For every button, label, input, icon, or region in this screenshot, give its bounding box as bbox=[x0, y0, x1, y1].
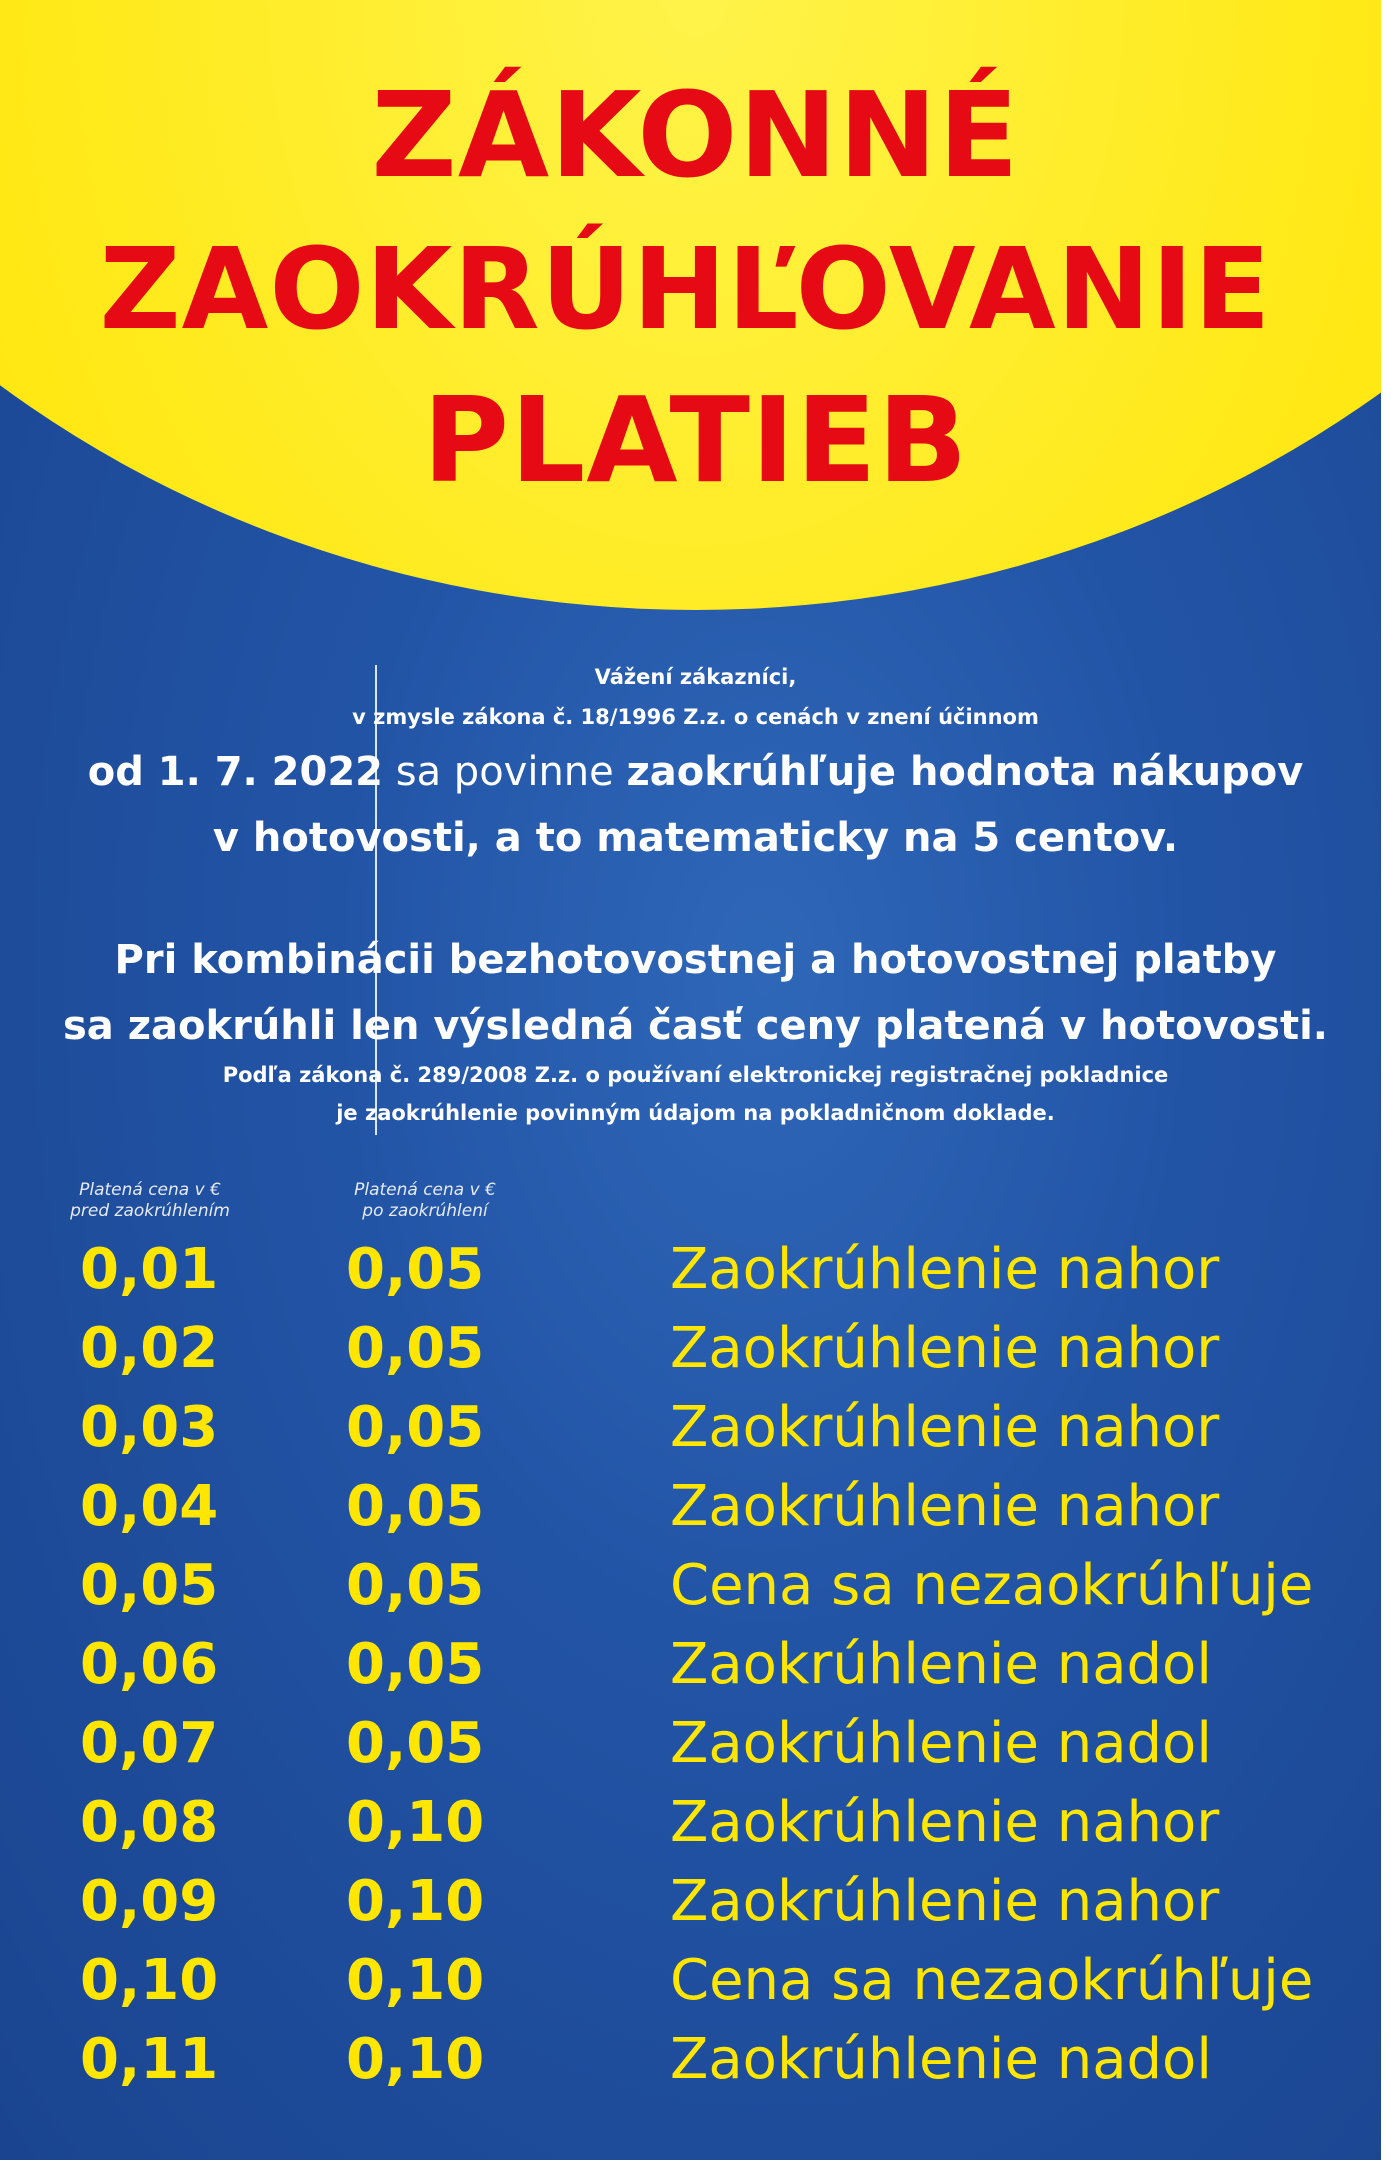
price-after: 0,05 bbox=[346, 1316, 485, 1381]
column-header-before-line-2: pred zaokrúhlením bbox=[70, 1201, 230, 1221]
price-before: 0,11 bbox=[80, 2027, 219, 2092]
effective-date: od 1. 7. 2022 bbox=[87, 749, 384, 795]
column-header-before bbox=[55, 1180, 245, 1222]
table-row bbox=[0, 2020, 1391, 2099]
table-row bbox=[0, 1388, 1391, 1467]
rounding-note: Zaokrúhlenie nahor bbox=[670, 1790, 1220, 1855]
price-before: 0,07 bbox=[80, 1711, 219, 1776]
rounding-statement-line-2: v hotovosti, a to matematicky na 5 centov. bbox=[212, 815, 1179, 861]
column-header-before-line-1: Platená cena v € bbox=[79, 1180, 221, 1200]
combination-statement-line-2: sa zaokrúhli len výsledná časť ceny platená v hotovosti. bbox=[63, 1003, 1328, 1049]
greeting: Vážení zákazníci, bbox=[594, 665, 797, 689]
statement-normal-text: sa povinne bbox=[383, 749, 627, 795]
table-row bbox=[0, 1941, 1391, 2020]
price-after: 0,05 bbox=[346, 1395, 485, 1460]
table-row bbox=[0, 1704, 1391, 1783]
price-before: 0,05 bbox=[80, 1553, 219, 1618]
price-after: 0,10 bbox=[346, 1790, 485, 1855]
price-before: 0,08 bbox=[80, 1790, 219, 1855]
rounding-note: Zaokrúhlenie nadol bbox=[670, 2027, 1212, 2092]
price-before: 0,02 bbox=[80, 1316, 219, 1381]
note-line-2: je zaokrúhlenie povinným údajom na pokladničnom doklade. bbox=[336, 1101, 1055, 1125]
statement-bold-text: zaokrúhľuje hodnota nákupov bbox=[626, 749, 1304, 795]
rounding-note: Zaokrúhlenie nadol bbox=[670, 1711, 1212, 1776]
title-line-2: ZAOKRÚHĽOVANIE bbox=[99, 225, 1272, 355]
column-header-after-line-1: Platená cena v € bbox=[354, 1180, 496, 1200]
rounding-note: Zaokrúhlenie nahor bbox=[670, 1474, 1220, 1539]
table-row bbox=[0, 1309, 1391, 1388]
rounding-note: Zaokrúhlenie nahor bbox=[670, 1869, 1220, 1934]
price-after: 0,05 bbox=[346, 1553, 485, 1618]
price-after: 0,05 bbox=[346, 1632, 485, 1697]
price-after: 0,10 bbox=[346, 2027, 485, 2092]
price-before: 0,03 bbox=[80, 1395, 219, 1460]
price-before: 0,09 bbox=[80, 1869, 219, 1934]
page-edge bbox=[1381, 0, 1391, 2160]
price-after: 0,10 bbox=[346, 1948, 485, 2013]
rounding-note: Zaokrúhlenie nahor bbox=[670, 1395, 1220, 1460]
law-reference: v zmysle zákona č. 18/1996 Z.z. o cenách v znení účinnom bbox=[352, 705, 1039, 729]
price-before: 0,10 bbox=[80, 1948, 219, 2013]
rounding-note: Cena sa nezaokrúhľuje bbox=[670, 1553, 1314, 1618]
table-row bbox=[0, 1862, 1391, 1941]
rounding-note: Zaokrúhlenie nadol bbox=[670, 1632, 1212, 1697]
price-before: 0,04 bbox=[80, 1474, 219, 1539]
table-row bbox=[0, 1467, 1391, 1546]
title-line-1: ZÁKONNÉ bbox=[371, 66, 1020, 204]
rounding-note: Zaokrúhlenie nahor bbox=[670, 1316, 1220, 1381]
table-row bbox=[0, 1625, 1391, 1704]
combination-statement-line-1: Pri kombinácii bezhotovostnej a hotovostnej platby bbox=[114, 937, 1277, 983]
rounding-note: Cena sa nezaokrúhľuje bbox=[670, 1948, 1314, 2013]
title-line-3: PLATIEB bbox=[422, 371, 969, 509]
price-after: 0,05 bbox=[346, 1711, 485, 1776]
table-row bbox=[0, 1783, 1391, 1862]
price-after: 0,05 bbox=[346, 1237, 485, 1302]
rounding-note: Zaokrúhlenie nahor bbox=[670, 1237, 1220, 1302]
price-after: 0,05 bbox=[346, 1474, 485, 1539]
table-row bbox=[0, 1230, 1391, 1309]
column-header-after-line-2: po zaokrúhlení bbox=[362, 1201, 488, 1221]
price-before: 0,06 bbox=[80, 1632, 219, 1697]
rounding-statement-line-1 bbox=[0, 740, 1391, 804]
note-line-1: Podľa zákona č. 289/2008 Z.z. o používaní elektronickej registračnej pokladnice bbox=[222, 1063, 1169, 1087]
column-header-after bbox=[330, 1180, 520, 1222]
price-after: 0,10 bbox=[346, 1869, 485, 1934]
price-before: 0,01 bbox=[80, 1237, 219, 1302]
table-row bbox=[0, 1546, 1391, 1625]
